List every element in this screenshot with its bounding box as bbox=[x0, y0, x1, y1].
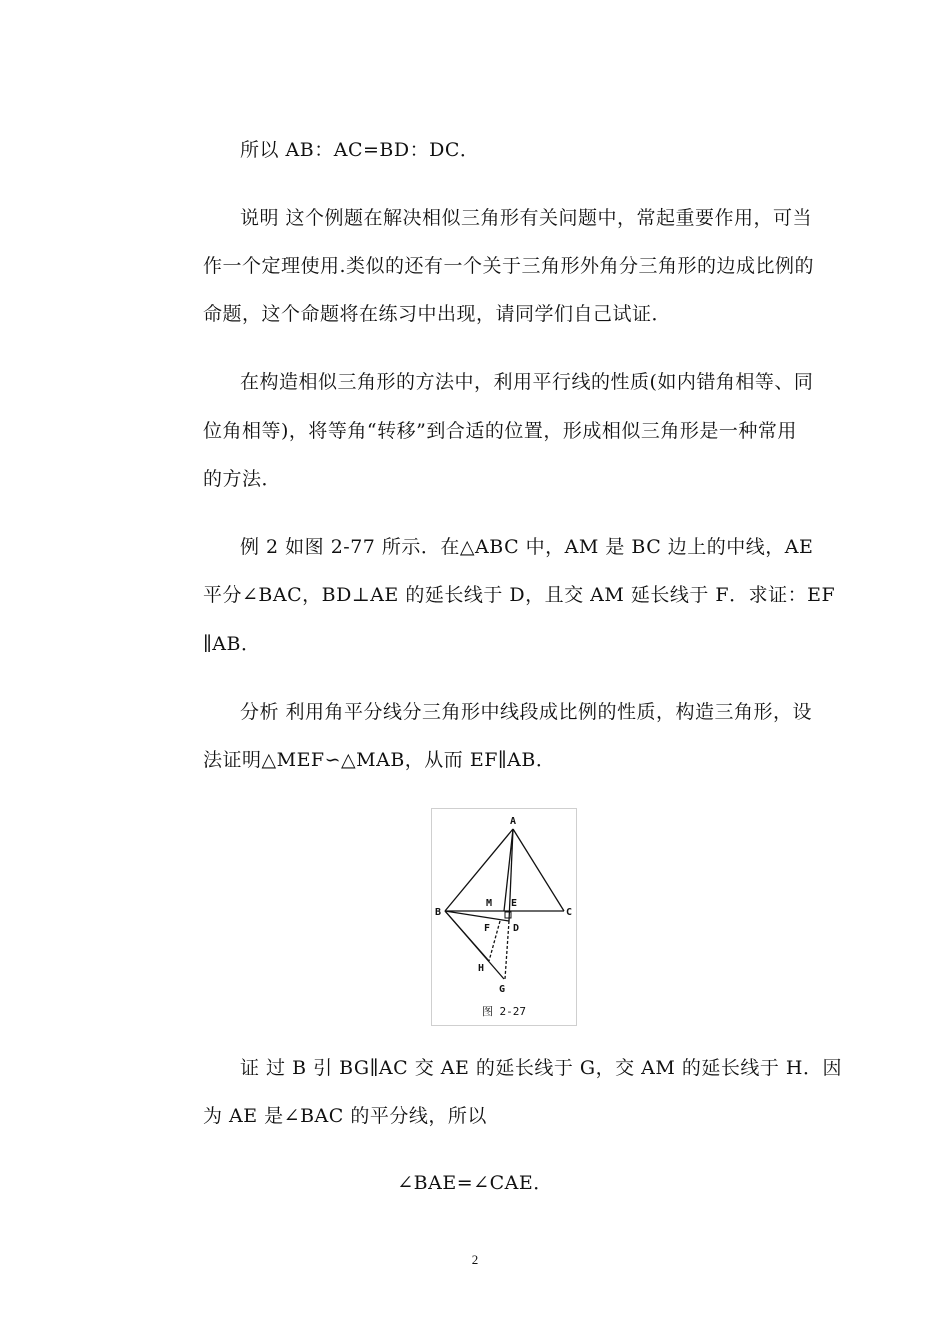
text-line: 所以 AB：AC=BD：DC． bbox=[240, 139, 480, 161]
label-d: D bbox=[513, 923, 520, 934]
segment-ac bbox=[513, 829, 564, 911]
text-line: 为 AE 是∠BAC 的平分线，所以 bbox=[203, 1105, 487, 1127]
figure-caption: 图 2-27 bbox=[481, 1005, 527, 1018]
label-h: H bbox=[478, 963, 485, 974]
segment-bd bbox=[445, 911, 509, 921]
text-line: 例 2 如图 2-77 所示．在△ABC 中，AM 是 BC 边上的中线，AE bbox=[240, 536, 814, 558]
label-b: B bbox=[435, 907, 442, 918]
text-line: 在构造相似三角形的方法中，利用平行线的性质(如内错角相等、同 bbox=[240, 371, 814, 393]
label-e: E bbox=[511, 898, 518, 909]
label-f: F bbox=[484, 923, 491, 934]
segment-ab bbox=[445, 829, 513, 911]
segment-dg bbox=[505, 921, 509, 979]
geometry-figure bbox=[431, 808, 577, 1026]
text-line: 法证明△MEF∽△MAB，从而 EF∥AB． bbox=[203, 749, 556, 771]
text-line: 作一个定理使用.类似的还有一个关于三角形外角分三角形的边成比例的 bbox=[203, 255, 815, 277]
text-line: ∥AB． bbox=[203, 633, 261, 655]
text-line: 的方法． bbox=[203, 468, 282, 490]
page-number: 2 bbox=[471, 1252, 479, 1267]
text-line: 位角相等)，将等角“转移”到合适的位置，形成相似三角形是一种常用 bbox=[203, 420, 797, 442]
right-angle-mark bbox=[505, 912, 511, 918]
equation-line: ∠BAE=∠CAE． bbox=[397, 1172, 553, 1194]
label-m: M bbox=[486, 898, 493, 909]
label-c: C bbox=[566, 907, 573, 918]
text-line: 分析 利用角平分线分三角形中线段成比例的性质，构造三角形，设 bbox=[240, 701, 813, 723]
text-line: 证 过 B 引 BG∥AC 交 AE 的延长线于 G，交 AM 的延长线于 H．因 bbox=[240, 1057, 842, 1079]
label-g: G bbox=[499, 984, 506, 995]
text-line: 平分∠BAC，BD⊥AE 的延长线于 D，且交 AM 延长线于 F．求证：EF bbox=[203, 584, 836, 606]
text-line: 说明 这个例题在解决相似三角形有关问题中，常起重要作用，可当 bbox=[240, 207, 813, 229]
segment-bg bbox=[445, 911, 504, 979]
label-a: A bbox=[510, 816, 517, 827]
triangle-diagram bbox=[432, 809, 576, 1025]
segment-mh bbox=[489, 921, 500, 961]
text-line: 命题，这个命题将在练习中出现，请同学们自己试证． bbox=[203, 303, 672, 325]
